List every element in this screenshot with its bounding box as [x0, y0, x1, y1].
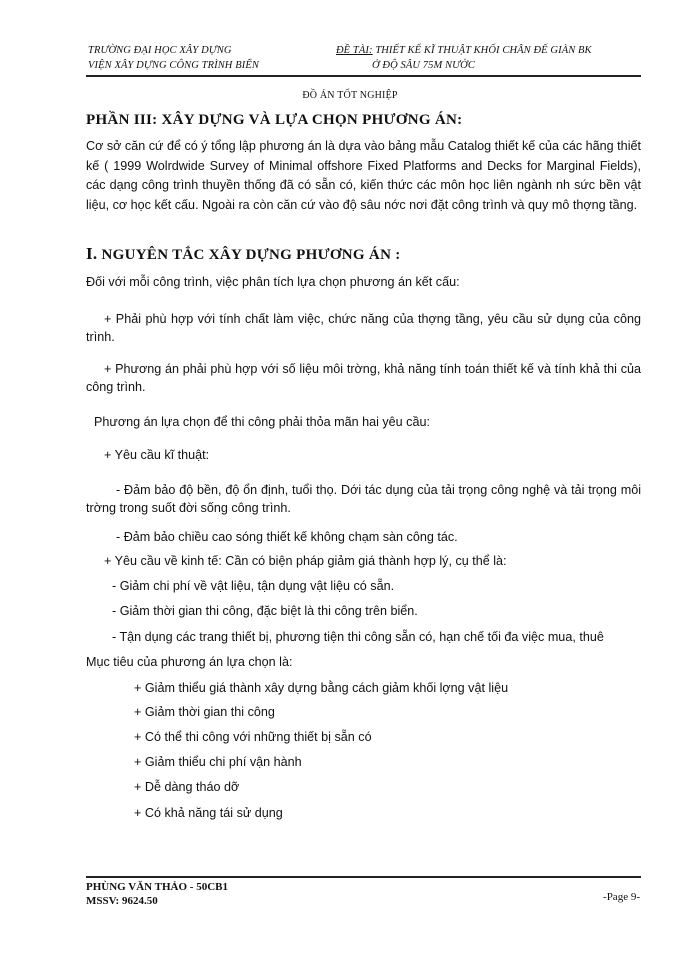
institute-name: VIỆN XÂY DỰNG CÔNG TRÌNH BIỂN [88, 60, 259, 71]
body-line: - Giảm thời gian thi công, đặc biệt là thi công trên biển. [112, 604, 418, 618]
school-name: TRƯỜNG ĐẠI HỌC XÂY DỰNG [88, 45, 232, 56]
author-name: PHÙNG VĂN THẢO - 50CB1 [86, 881, 228, 893]
body-line: Mục tiêu của phương án lựa chọn là: [86, 655, 293, 669]
footer-author-block [86, 880, 228, 908]
goal-item: + Giảm thời gian thi công [134, 705, 275, 719]
body-line: - Giảm chi phí về vật liệu, tận dụng vật liệu có sẵn. [112, 579, 395, 593]
document-type: ĐỒ ÁN TỐT NGHIỆP [302, 90, 398, 101]
goal-item: + Có khả năng tái sử dụng [134, 806, 283, 820]
body-line: + Phương án phải phù hợp với số liệu môi trờng, khả năng tính toán thiết kế và tính khả thi của công trình. [86, 362, 641, 394]
body-line: + Yêu cầu về kinh tế: Cần có biện pháp giảm giá thành hợp lý, cụ thể là: [104, 554, 507, 568]
body-line: - Đảm bảo chiều cao sóng thiết kế không chạm sàn công tác. [116, 530, 458, 544]
goal-item: + Có thể thi công với những thiết bị sẵn có [134, 730, 372, 744]
footer-rule [86, 876, 641, 878]
body-line: - Đảm bảo độ bền, độ ổn định, tuổi thọ. Dới tác dụng của tải trọng công nghệ và tải trọng môi trờng trong suốt đời sống công trình. [86, 483, 641, 515]
section-1-number: I. [86, 244, 98, 263]
page-number: -Page 9- [603, 891, 640, 903]
topic-line-1: THIẾT KẾ KĨ THUẬT KHỐI CHÂN ĐẾ GIÀN BK [375, 45, 592, 56]
goal-item: + Dễ dàng tháo dỡ [134, 780, 240, 794]
header-left [88, 43, 328, 73]
body-line: Phương án lựa chọn để thi công phải thỏa mãn hai yêu cầu: [94, 415, 430, 429]
body-line: + Yêu cầu kĩ thuật: [104, 448, 210, 462]
goal-item: + Giảm thiểu chi phí vận hành [134, 755, 302, 769]
body-line: - Tận dụng các trang thiết bị, phương tiện thi công sẵn có, hạn chế tối đa việc mua, thuê [112, 630, 604, 644]
body-line: + Phải phù hợp với tính chất làm việc, chức năng của thợng tầng, yêu cầu sử dụng của công trình. [86, 312, 641, 344]
section-1-title: NGUYÊN TẮC XÂY DỰNG PHƯƠNG ÁN : [101, 247, 401, 263]
section-3-intro: Cơ sở căn cứ để có ý tổng lập phương án là dựa vào bảng mẫu Catalog thiết kế của các hãng thiết kế ( 1999 Wolrdwide Survey of Minimal offshore Fixed Platforms and Decks for Marginal Fields), các dạng công trình thuyền thống đã có sẵn có, kiến thức các môn học liên ngành nh sức bền vật liệu, cơ học kết cấu. Ngoài ra còn căn cứ vào độ sâu nớc nơi đặt công trình và quy mô thợng tầng. [86, 139, 641, 212]
body-line: Đối với mỗi công trình, việc phân tích lựa chọn phương án kết cấu: [86, 275, 460, 289]
section-3-title: PHẦN III: XÂY DỰNG VÀ LỰA CHỌN PHƯƠNG ÁN: [86, 112, 463, 128]
header-rule [86, 75, 641, 77]
topic-line-2: Ở ĐỘ SÂU 75M NƯỚC [372, 60, 475, 71]
header-right [336, 43, 656, 73]
section-1-heading [86, 244, 401, 264]
student-id: MSSV: 9624.50 [86, 895, 158, 907]
topic-label: ĐỀ TÀI: [336, 45, 373, 56]
goal-item: + Giảm thiểu giá thành xây dựng bằng cách giảm khối lợng vật liệu [134, 681, 509, 695]
